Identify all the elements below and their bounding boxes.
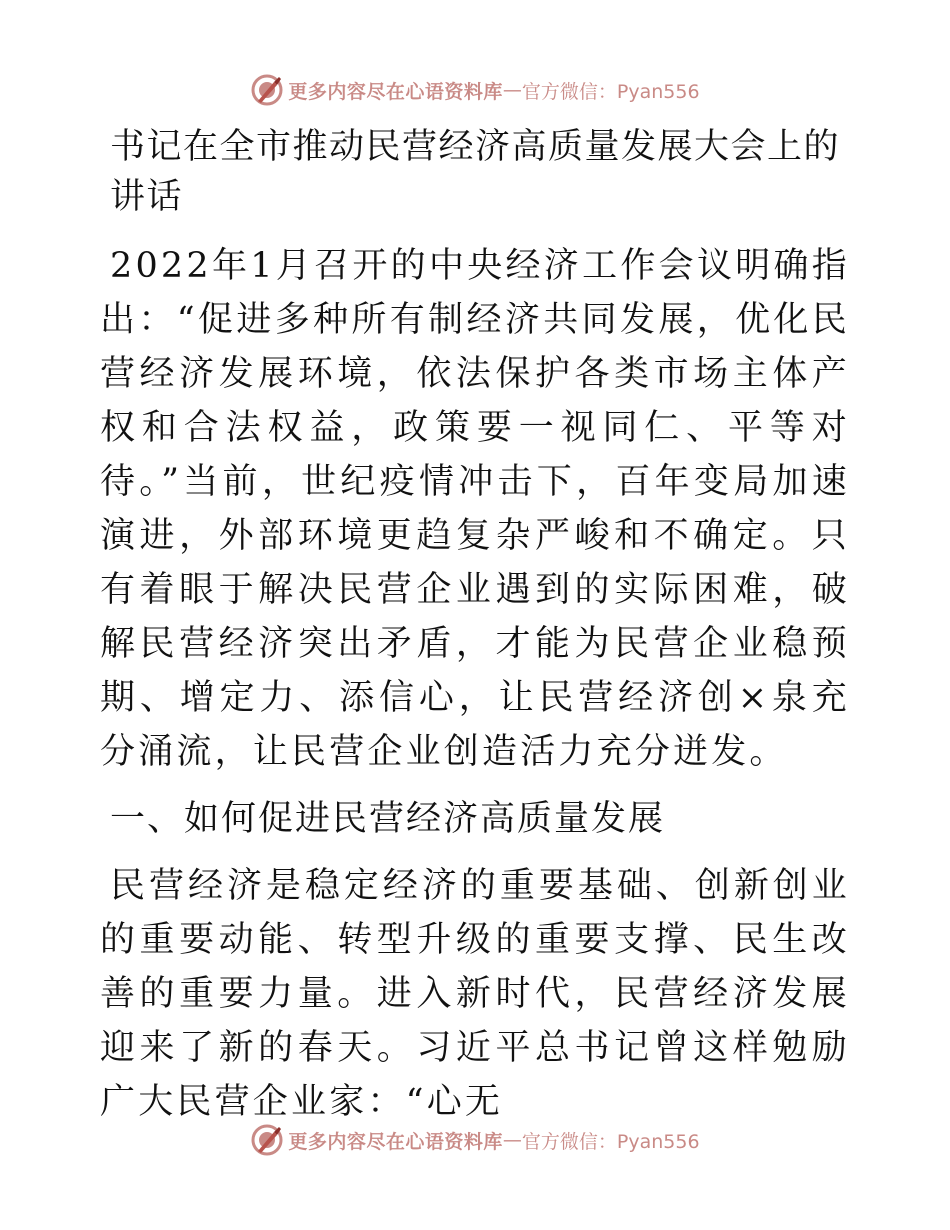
watermark-text: 更多内容尽在心语资料库 xyxy=(288,1130,503,1153)
watermark-footer xyxy=(0,1120,950,1160)
logo-pen-icon xyxy=(250,1123,284,1157)
watermark-separator: — xyxy=(502,1129,522,1151)
watermark-text: 更多内容尽在心语资料库 xyxy=(288,80,503,103)
watermark-wechat: 官方微信：Pyan556 xyxy=(521,80,700,103)
document-title: 书记在全市推动民营经济高质量发展大会上的讲话 xyxy=(110,127,841,217)
watermark-header xyxy=(0,70,950,110)
section-heading: 一、如何促进民营经济高质量发展 xyxy=(110,799,666,839)
watermark-separator: — xyxy=(502,79,522,101)
section-paragraph: 民营经济是稳定经济的重要基础、创新创业的重要动能、转型升级的重要支撑、民生改善的重要力量。进入新时代，民营经济发展迎来了新的春天。习近平总书记曾这样勉励广大民营企业家：“心无 xyxy=(100,866,850,1122)
intro-paragraph: 2022年1月召开的中央经济工作会议明确指出：“促进多种所有制经济共同发展，优化民营经济发展环境，依法保护各类市场主体产权和合法权益，政策要一视同仁、平等对待。”当前，世纪疫情冲击下，百年变局加速演进，外部环境更趋复杂严峻和不确定。只有着眼于解决民营企业遇到的实际困难，破解民营经济突出矛盾，才能为民营企业稳预期、增定力、添信心，让民营经济创×泉充分涌流，让民营企业创造活力充分迸发。 xyxy=(100,246,850,772)
logo-pen-icon xyxy=(250,73,284,107)
document-body xyxy=(100,122,850,1142)
watermark-wechat: 官方微信：Pyan556 xyxy=(521,1130,700,1153)
